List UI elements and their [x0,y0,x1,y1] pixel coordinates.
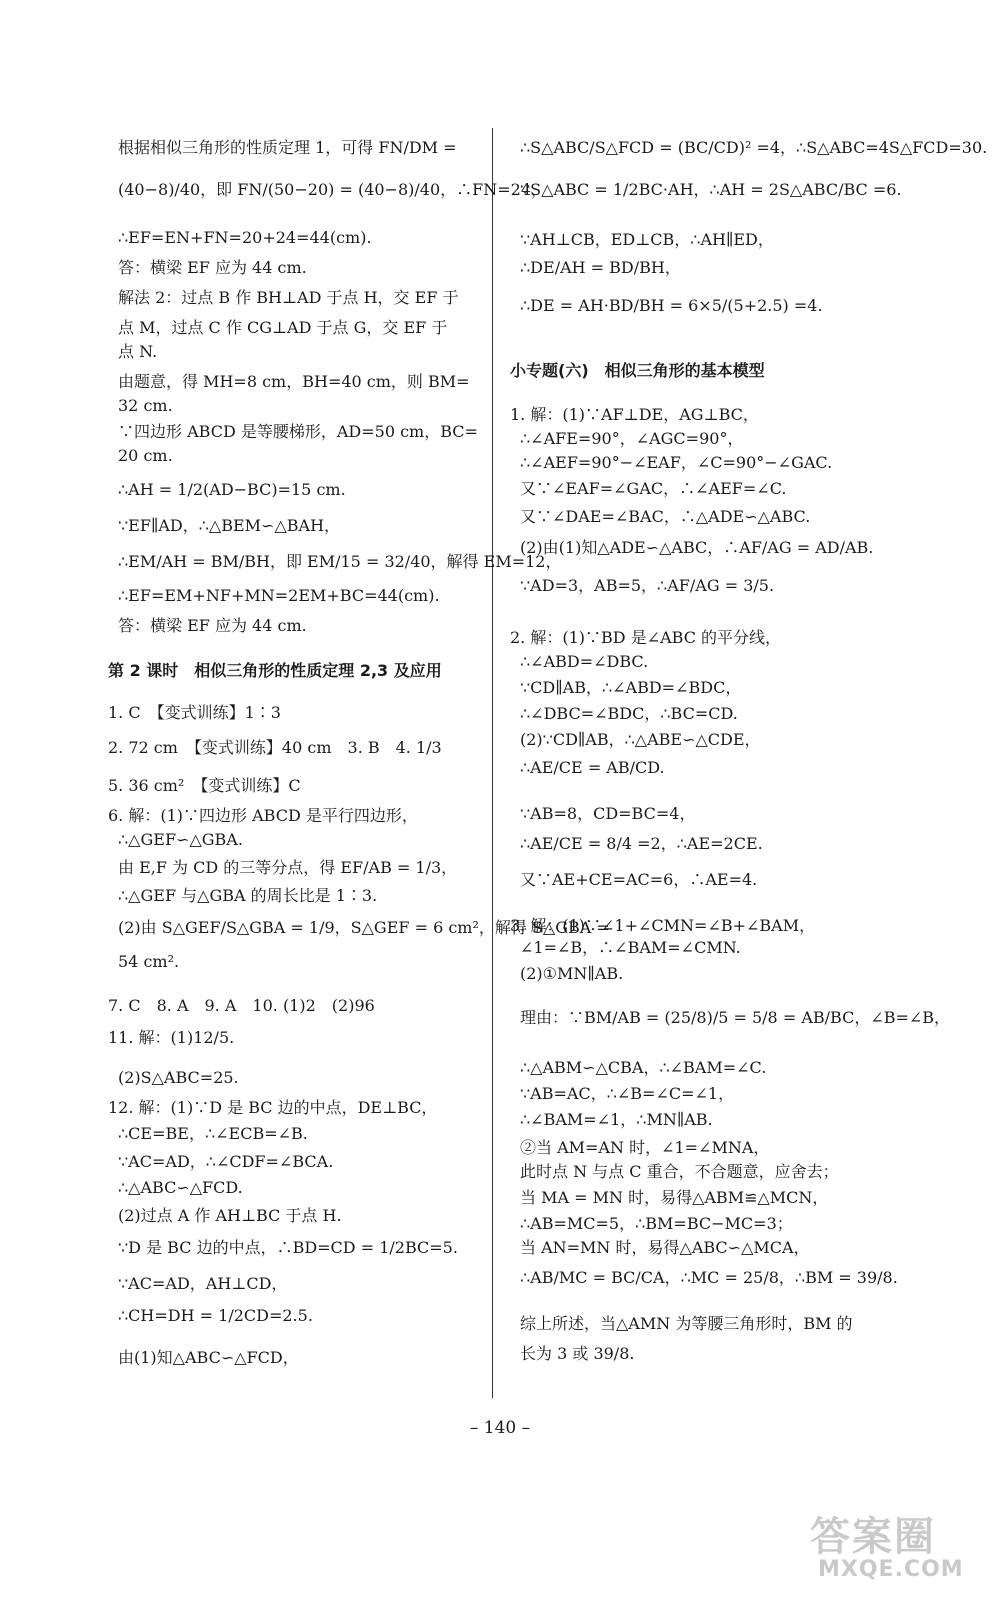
answer-line: 解法 2：过点 B 作 BH⊥AD 于点 H，交 EF 于 [118,288,459,307]
answer-line: ∴∠ABD=∠DBC. [520,652,649,671]
answer-line: 1. 解：(1)∵AF⊥DE，AG⊥BC， [510,405,759,424]
answer-line: 20 cm. [118,446,173,465]
answer-line: ∵D 是 BC 边的中点，∴BD=CD = 1/2BC=5. [118,1238,458,1257]
answer-line: ∵CD∥AB，∴∠ABD=∠BDC， [520,678,742,697]
answer-line: ∵AB=AC，∴∠B=∠C=∠1， [520,1084,735,1103]
answer-line: ∴∠AFE=90°，∠AGC=90°， [520,429,744,448]
answer-line: 答：横梁 EF 应为 44 cm. [118,258,307,277]
answer-line: 6. 解：(1)∵四边形 ABCD 是平行四边形， [108,806,418,825]
answer-line: ∴AB=MC=5，∴BM=BC−MC=3； [520,1214,793,1233]
answer-line: ∵四边形 ABCD 是等腰梯形，AD=50 cm，BC= [118,422,478,441]
column-divider [492,128,493,1398]
page-number: – 140 – [469,1418,531,1438]
answer-line: ∴∠AEF=90°−∠EAF，∠C=90°−∠GAC. [520,453,833,472]
section-heading: 小专题(六) 相似三角形的基本模型 [510,361,765,380]
answer-line: ∵AC=AD，AH⊥CD， [118,1274,288,1293]
answer-line: ∴AE/CE = AB/CD. [520,758,665,777]
answer-line: (40−8)/40，即 FN/(50−20) = (40−8)/40，∴FN=24， [118,180,547,199]
answer-line: 理由：∵BM/AB = (25/8)/5 = 5/8 = AB/BC，∠B=∠B， [520,1008,951,1027]
answer-line: 11. 解：(1)12/5. [108,1028,235,1047]
answer-line: 又∵∠EAF=∠GAC，∴∠AEF=∠C. [520,479,787,498]
answer-line: (2)S△ABC=25. [118,1068,239,1087]
answer-line: ∠1=∠B，∴∠BAM=∠CMN. [520,938,741,957]
answer-line: ∵AB=8，CD=BC=4， [520,804,696,823]
answer-line: 32 cm. [118,396,173,415]
answer-line: ②当 AM=AN 时，∠1=∠MNA， [520,1138,770,1157]
answer-line: 点 N. [118,342,158,361]
answer-line: 3. 解：(1)∵∠1+∠CMN=∠B+∠BAM， [510,916,816,935]
answer-line: 综上所述，当△AMN 为等腰三角形时，BM 的 [520,1314,853,1333]
answer-line: 根据相似三角形的性质定理 1，可得 FN/DM = [118,138,457,157]
answer-line: 2. 72 cm 【变式训练】40 cm 3. B 4. 1/3 [108,738,442,757]
answer-line: ∴AB/MC = BC/CA，∴MC = 25/8，∴BM = 39/8. [520,1268,898,1287]
section-heading: 第 2 课时 相似三角形的性质定理 2,3 及应用 [108,661,442,680]
watermark-url: MXQE.COM [818,1557,964,1582]
answer-line: ∴EF=EM+NF+MN=2EM+BC=44(cm). [118,586,440,605]
answer-line: ∵AH⊥CB，ED⊥CB，∴AH∥ED， [520,230,774,249]
answer-line: 12. 解：(1)∵D 是 BC 边的中点，DE⊥BC， [108,1098,438,1117]
answer-line: ∴∠DBC=∠BDC，∴BC=CD. [520,704,738,723]
answer-line: 答：横梁 EF 应为 44 cm. [118,616,307,635]
answer-line: 由(1)知△ABC∽△FCD， [118,1348,299,1367]
answer-line: ∵AC=AD，∴∠CDF=∠BCA. [118,1152,334,1171]
answer-line: ∵S△ABC = 1/2BC·AH，∴AH = 2S△ABC/BC =6. [520,180,902,199]
answer-line: 由 E,F 为 CD 的三等分点，得 EF/AB = 1/3， [118,858,458,877]
answer-line: ∴AH = 1/2(AD−BC)=15 cm. [118,480,346,499]
answer-line: ∴CH=DH = 1/2CD=2.5. [118,1306,313,1325]
answer-line: 7. C 8. A 9. A 10. (1)2 (2)96 [108,996,375,1015]
answer-line: ∴△ABM∽△CBA，∴∠BAM=∠C. [520,1058,767,1077]
answer-line: (2)由(1)知△ADE∽△ABC，∴AF/AG = AD/AB. [520,538,874,557]
answer-line: ∴EM/AH = BM/BH，即 EM/15 = 32/40，解得 EM=12， [118,552,562,571]
answer-line: (2)①MN∥AB. [520,964,624,983]
answer-line: 2. 解：(1)∵BD 是∠ABC 的平分线， [510,628,782,647]
answer-line: ∴△ABC∽△FCD. [118,1178,243,1197]
answer-line: ∵EF∥AD，∴△BEM∽△BAH， [118,516,341,535]
answer-line: 点 M，过点 C 作 CG⊥AD 于点 G，交 EF 于 [118,318,448,337]
answer-line: 此时点 N 与点 C 重合，不合题意，应舍去； [520,1162,839,1181]
answer-line: ∴△GEF 与△GBA 的周长比是 1∶3. [118,886,378,905]
answer-line: 长为 3 或 39/8. [520,1344,635,1363]
answer-line: ∴CE=BE，∴∠ECB=∠B. [118,1124,308,1143]
answer-line: ∵AD=3，AB=5，∴AF/AG = 3/5. [520,576,775,595]
answer-line: (2)过点 A 作 AH⊥BC 于点 H. [118,1206,342,1225]
answer-line: ∴∠BAM=∠1，∴MN∥AB. [520,1110,713,1129]
answer-line: (2)由 S△GEF/S△GBA = 1/9，S△GEF = 6 cm²，解得 S△GBA = [118,918,610,937]
answer-line: 54 cm². [118,952,180,971]
answer-line: 5. 36 cm² 【变式训练】C [108,776,301,795]
answer-line: 1. C 【变式训练】1∶3 [108,703,281,722]
answer-line: ∴DE = AH·BD/BH = 6×5/(5+2.5) =4. [520,296,823,315]
answer-line: ∴AE/CE = 8/4 =2，∴AE=2CE. [520,834,763,853]
answer-line: 又∵AE+CE=AC=6，∴AE=4. [520,870,758,889]
answer-line: ∴△GEF∽△GBA. [118,830,243,849]
answer-line: ∴S△ABC/S△FCD = (BC/CD)² =4，∴S△ABC=4S△FCD=30. [520,138,988,157]
answer-line: (2)∵CD∥AB，∴△ABE∽△CDE， [520,730,761,749]
answer-line: ∴EF=EN+FN=20+24=44(cm). [118,228,372,247]
watermark-logo [800,1505,990,1590]
answer-line: 又∵∠DAE=∠BAC，∴△ADE∽△ABC. [520,507,811,526]
answer-line: 当 MA = MN 时，易得△ABM≌△MCN， [520,1188,829,1207]
watermark-logo-text: 答案圈 [810,1514,936,1560]
answer-line: ∴DE/AH = BD/BH， [520,258,681,277]
answer-line: 当 AN=MN 时，易得△ABC∽△MCA， [520,1238,810,1257]
answer-line: 由题意，得 MH=8 cm，BH=40 cm，则 BM= [118,372,470,391]
